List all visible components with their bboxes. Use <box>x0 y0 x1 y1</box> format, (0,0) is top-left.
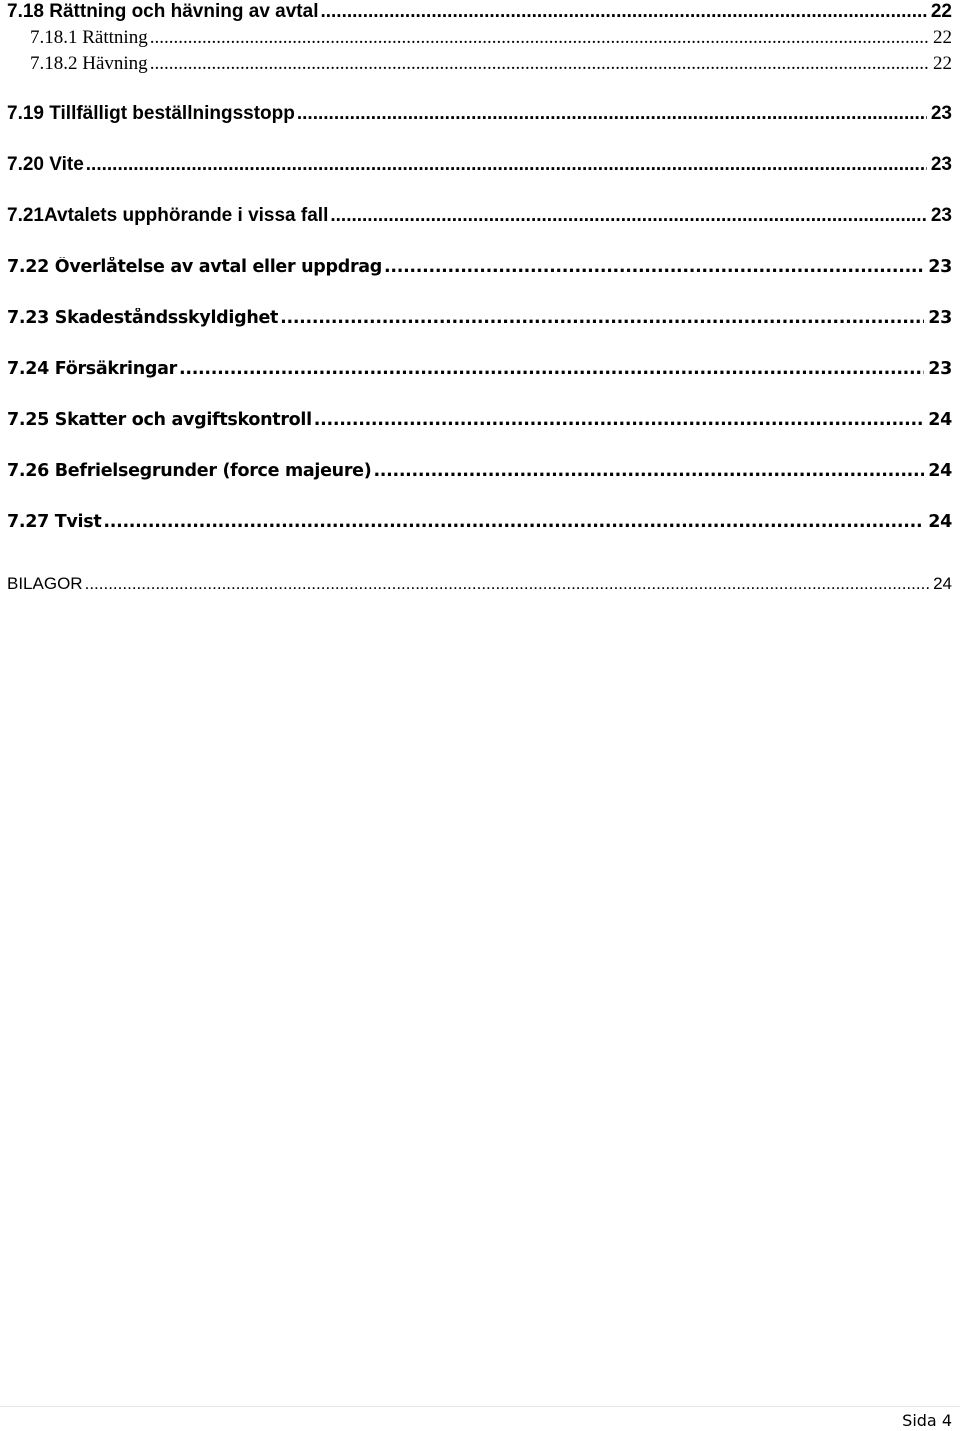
toc-entry-7-23[interactable] <box>0 308 952 328</box>
toc-entry-page: 24 <box>928 410 952 430</box>
toc-entry-page: 23 <box>930 154 952 175</box>
toc-entry-label: 7.18.1 Rättning <box>30 27 148 48</box>
toc-entry-label: BILAGOR <box>7 574 83 593</box>
toc-entry-label: 7.22 Överlåtelse av avtal eller uppdrag <box>7 257 383 277</box>
toc-entry-page: 23 <box>928 308 952 328</box>
toc-entry-page: 24 <box>933 574 952 593</box>
toc-entry-label: 7.18.2 Hävning <box>30 53 148 74</box>
toc-entry-page: 22 <box>933 53 952 74</box>
toc-entry-7-18[interactable] <box>0 1 952 23</box>
toc-entry-7-27[interactable] <box>0 512 952 532</box>
toc-entry-7-25[interactable] <box>0 410 952 430</box>
toc-dot-leader <box>280 308 924 328</box>
toc-entry-label: 7.24 Försäkringar <box>7 359 177 379</box>
toc-dot-leader <box>85 574 929 594</box>
toc-dot-leader <box>384 257 924 277</box>
toc-dot-leader <box>86 154 927 176</box>
toc-entry-label: 7.19 Tillfälligt beställningsstopp <box>7 103 295 124</box>
toc-entry-label: 7.20 Vite <box>7 154 84 175</box>
toc-entry-page: 23 <box>930 205 952 226</box>
toc-entry-7-26[interactable] <box>0 461 952 481</box>
toc-entry-label: 7.25 Skatter och avgiftskontroll <box>7 410 312 430</box>
toc-dot-leader <box>373 461 924 481</box>
toc-dot-leader <box>330 205 927 227</box>
toc-dot-leader <box>103 512 924 532</box>
toc-entry-7-18-1[interactable] <box>0 27 952 49</box>
toc-entry-7-20[interactable] <box>0 154 952 176</box>
toc-entry-bilagor[interactable] <box>0 574 952 594</box>
toc-entry-label: 7.27 Tvist <box>7 512 102 532</box>
footer-divider <box>0 1406 960 1407</box>
toc-dot-leader <box>320 1 926 23</box>
toc-entry-page: 23 <box>928 257 952 277</box>
toc-dot-leader <box>150 27 929 49</box>
toc-entry-7-21[interactable] <box>0 205 952 227</box>
toc-dot-leader <box>179 359 924 379</box>
toc-entry-page: 23 <box>930 103 952 124</box>
toc-entry-page: 24 <box>928 512 952 532</box>
toc-entry-page: 24 <box>928 461 952 481</box>
toc-entry-page: 23 <box>928 359 952 379</box>
toc-dot-leader <box>297 103 927 125</box>
toc-entry-label: 7.23 Skadeståndsskyldighet <box>7 308 279 328</box>
toc-dot-leader <box>314 410 924 430</box>
toc-entry-label: 7.26 Befrielsegrunder (force majeure) <box>7 461 372 481</box>
footer-page-number: Sida 4 <box>902 1411 952 1430</box>
toc-entry-label: 7.18 Rättning och hävning av avtal <box>7 1 319 22</box>
toc-entry-7-18-2[interactable] <box>0 53 952 75</box>
toc-entry-7-24[interactable] <box>0 359 952 379</box>
toc-entry-7-22[interactable] <box>0 257 952 277</box>
toc-entry-7-19[interactable] <box>0 103 952 125</box>
toc-entry-page: 22 <box>930 1 952 22</box>
toc-dot-leader <box>150 53 929 75</box>
toc-entry-label: 7.21Avtalets upphörande i vissa fall <box>7 205 329 226</box>
toc-entry-page: 22 <box>933 27 952 48</box>
